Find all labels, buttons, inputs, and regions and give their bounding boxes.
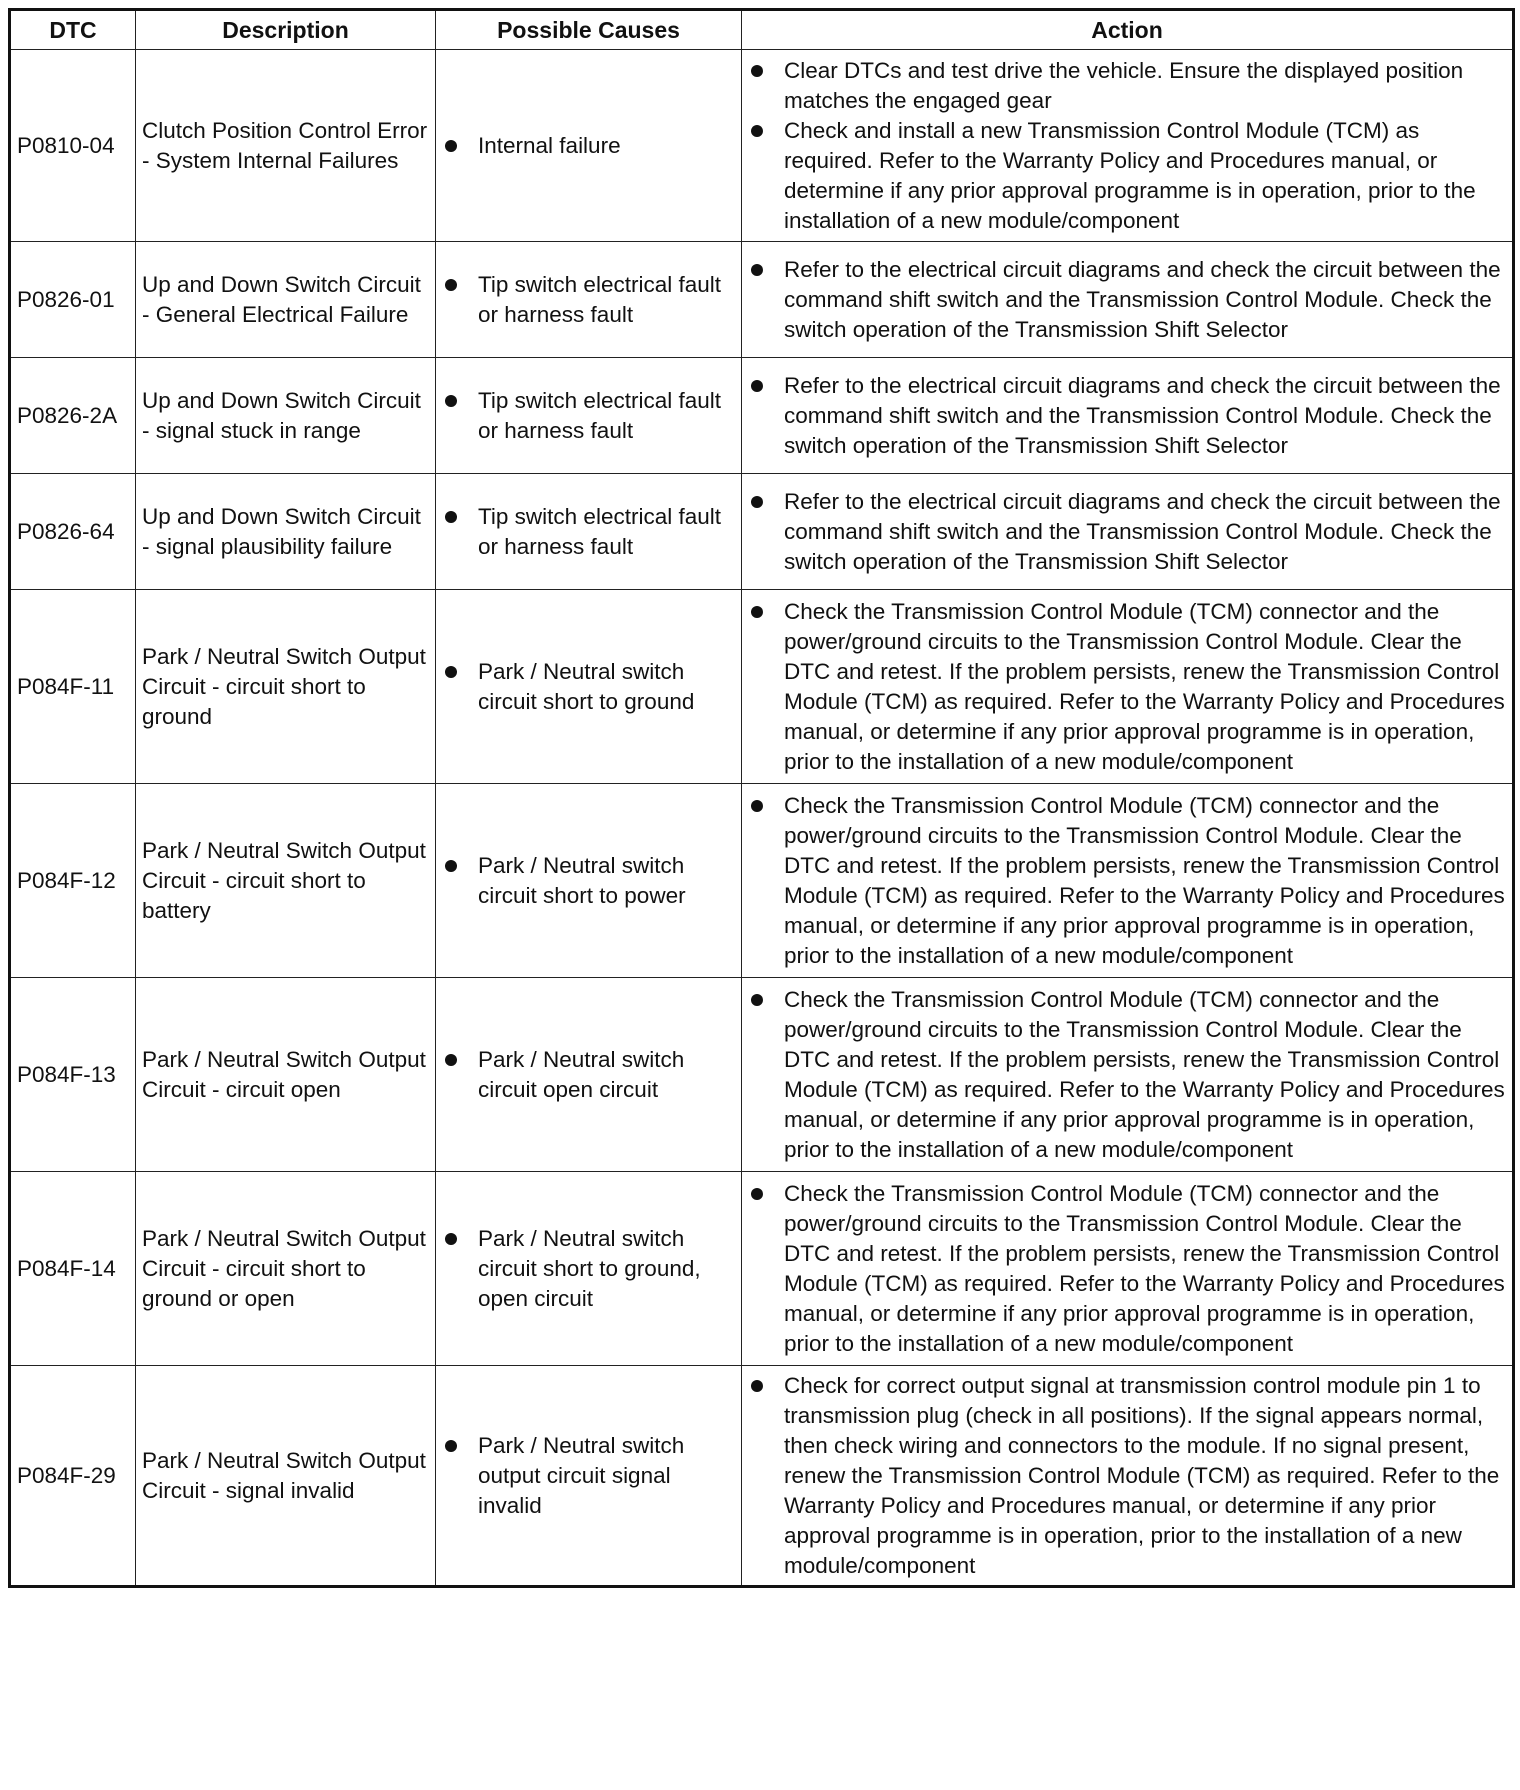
dtc-description: Park / Neutral Switch Output Circuit - circuit open [136,978,436,1172]
action-cell [742,358,1514,474]
causes-list [442,1431,735,1521]
dtc-description: Park / Neutral Switch Output Circuit - circuit short to ground [136,590,436,784]
table-body [10,50,1514,1587]
action-item: Refer to the electrical circuit diagrams and check the circuit between the command shift switch and the Transmission Control Module. Check the switch operation of the Transmission Shift Selector [748,487,1506,577]
header-action: Action [742,10,1514,50]
action-item: Refer to the electrical circuit diagrams and check the circuit between the command shift switch and the Transmission Control Module. Check the switch operation of the Transmission Shift Selector [748,371,1506,461]
causes-list [442,657,735,717]
cause-item: Tip switch electrical fault or harness fault [442,502,735,562]
actions-list [748,791,1506,971]
causes-list [442,386,735,446]
cause-item: Park / Neutral switch circuit short to power [442,851,735,911]
action-item: Check the Transmission Control Module (TCM) connector and the power/ground circuits to the Transmission Control Module. Clear the DTC and retest. If the problem persists, renew the Transmission Control Module (TCM) as required. Refer to the Warranty Policy and Procedures manual, or determine if any prior approval programme is in operation, prior to the installation of a new module/component [748,597,1506,777]
actions-list [748,985,1506,1165]
dtc-table [8,8,1515,1588]
header-description: Description [136,10,436,50]
cause-item: Park / Neutral switch circuit short to ground [442,657,735,717]
possible-causes-cell [436,242,742,358]
possible-causes-cell [436,784,742,978]
possible-causes-cell [436,358,742,474]
action-item: Clear DTCs and test drive the vehicle. Ensure the displayed position matches the engaged gear [748,56,1506,116]
causes-list [442,851,735,911]
action-item: Check and install a new Transmission Control Module (TCM) as required. Refer to the Warranty Policy and Procedures manual, or determine if any prior approval programme is in operation, prior to the installation of a new module/component [748,116,1506,236]
header-dtc: DTC [10,10,136,50]
dtc-description: Up and Down Switch Circuit - signal stuck in range [136,358,436,474]
causes-list [442,131,735,161]
table-row [10,784,1514,978]
causes-list [442,502,735,562]
dtc-code: P084F-14 [10,1172,136,1366]
actions-list [748,1179,1506,1359]
actions-list [748,487,1506,577]
action-item: Check for correct output signal at transmission control module pin 1 to transmission plug (check in all positions). If the signal appears normal, then check wiring and connectors to the module. If no signal present, renew the Transmission Control Module (TCM) as required. Refer to the Warranty Policy and Procedures manual, or determine if any prior approval programme is in operation, prior to the installation of a new module/component [748,1371,1506,1581]
dtc-description: Up and Down Switch Circuit - signal plausibility failure [136,474,436,590]
action-cell [742,978,1514,1172]
cause-item: Tip switch electrical fault or harness fault [442,386,735,446]
table-header-row [10,10,1514,50]
possible-causes-cell [436,978,742,1172]
actions-list [748,597,1506,777]
action-item: Check the Transmission Control Module (TCM) connector and the power/ground circuits to the Transmission Control Module. Clear the DTC and retest. If the problem persists, renew the Transmission Control Module (TCM) as required. Refer to the Warranty Policy and Procedures manual, or determine if any prior approval programme is in operation, prior to the installation of a new module/component [748,985,1506,1165]
table-row [10,358,1514,474]
causes-list [442,1045,735,1105]
action-cell [742,1366,1514,1587]
actions-list [748,371,1506,461]
action-cell [742,784,1514,978]
header-possible-causes: Possible Causes [436,10,742,50]
table-row [10,590,1514,784]
possible-causes-cell [436,474,742,590]
dtc-description: Park / Neutral Switch Output Circuit - circuit short to ground or open [136,1172,436,1366]
cause-item: Park / Neutral switch circuit open circuit [442,1045,735,1105]
possible-causes-cell [436,1172,742,1366]
action-cell [742,474,1514,590]
dtc-description: Park / Neutral Switch Output Circuit - signal invalid [136,1366,436,1587]
cause-item: Park / Neutral switch circuit short to ground, open circuit [442,1224,735,1314]
table-row [10,978,1514,1172]
possible-causes-cell [436,50,742,242]
cause-item: Internal failure [442,131,735,161]
action-item: Refer to the electrical circuit diagrams and check the circuit between the command shift switch and the Transmission Control Module. Check the switch operation of the Transmission Shift Selector [748,255,1506,345]
dtc-code: P0810-04 [10,50,136,242]
table-row [10,1366,1514,1587]
dtc-description: Up and Down Switch Circuit - General Electrical Failure [136,242,436,358]
causes-list [442,270,735,330]
table-row [10,474,1514,590]
dtc-code: P084F-12 [10,784,136,978]
actions-list [748,1371,1506,1581]
dtc-code: P0826-01 [10,242,136,358]
action-item: Check the Transmission Control Module (TCM) connector and the power/ground circuits to the Transmission Control Module. Clear the DTC and retest. If the problem persists, renew the Transmission Control Module (TCM) as required. Refer to the Warranty Policy and Procedures manual, or determine if any prior approval programme is in operation, prior to the installation of a new module/component [748,791,1506,971]
actions-list [748,255,1506,345]
table-row [10,1172,1514,1366]
dtc-code: P084F-11 [10,590,136,784]
actions-list [748,56,1506,236]
dtc-code: P0826-64 [10,474,136,590]
possible-causes-cell [436,590,742,784]
table-row [10,50,1514,242]
action-item: Check the Transmission Control Module (TCM) connector and the power/ground circuits to the Transmission Control Module. Clear the DTC and retest. If the problem persists, renew the Transmission Control Module (TCM) as required. Refer to the Warranty Policy and Procedures manual, or determine if any prior approval programme is in operation, prior to the installation of a new module/component [748,1179,1506,1359]
dtc-description: Park / Neutral Switch Output Circuit - circuit short to battery [136,784,436,978]
possible-causes-cell [436,1366,742,1587]
action-cell [742,590,1514,784]
action-cell [742,1172,1514,1366]
action-cell [742,242,1514,358]
causes-list [442,1224,735,1314]
cause-item: Tip switch electrical fault or harness fault [442,270,735,330]
dtc-code: P084F-13 [10,978,136,1172]
dtc-code: P084F-29 [10,1366,136,1587]
table-row [10,242,1514,358]
dtc-code: P0826-2A [10,358,136,474]
dtc-description: Clutch Position Control Error - System Internal Failures [136,50,436,242]
cause-item: Park / Neutral switch output circuit signal invalid [442,1431,735,1521]
action-cell [742,50,1514,242]
